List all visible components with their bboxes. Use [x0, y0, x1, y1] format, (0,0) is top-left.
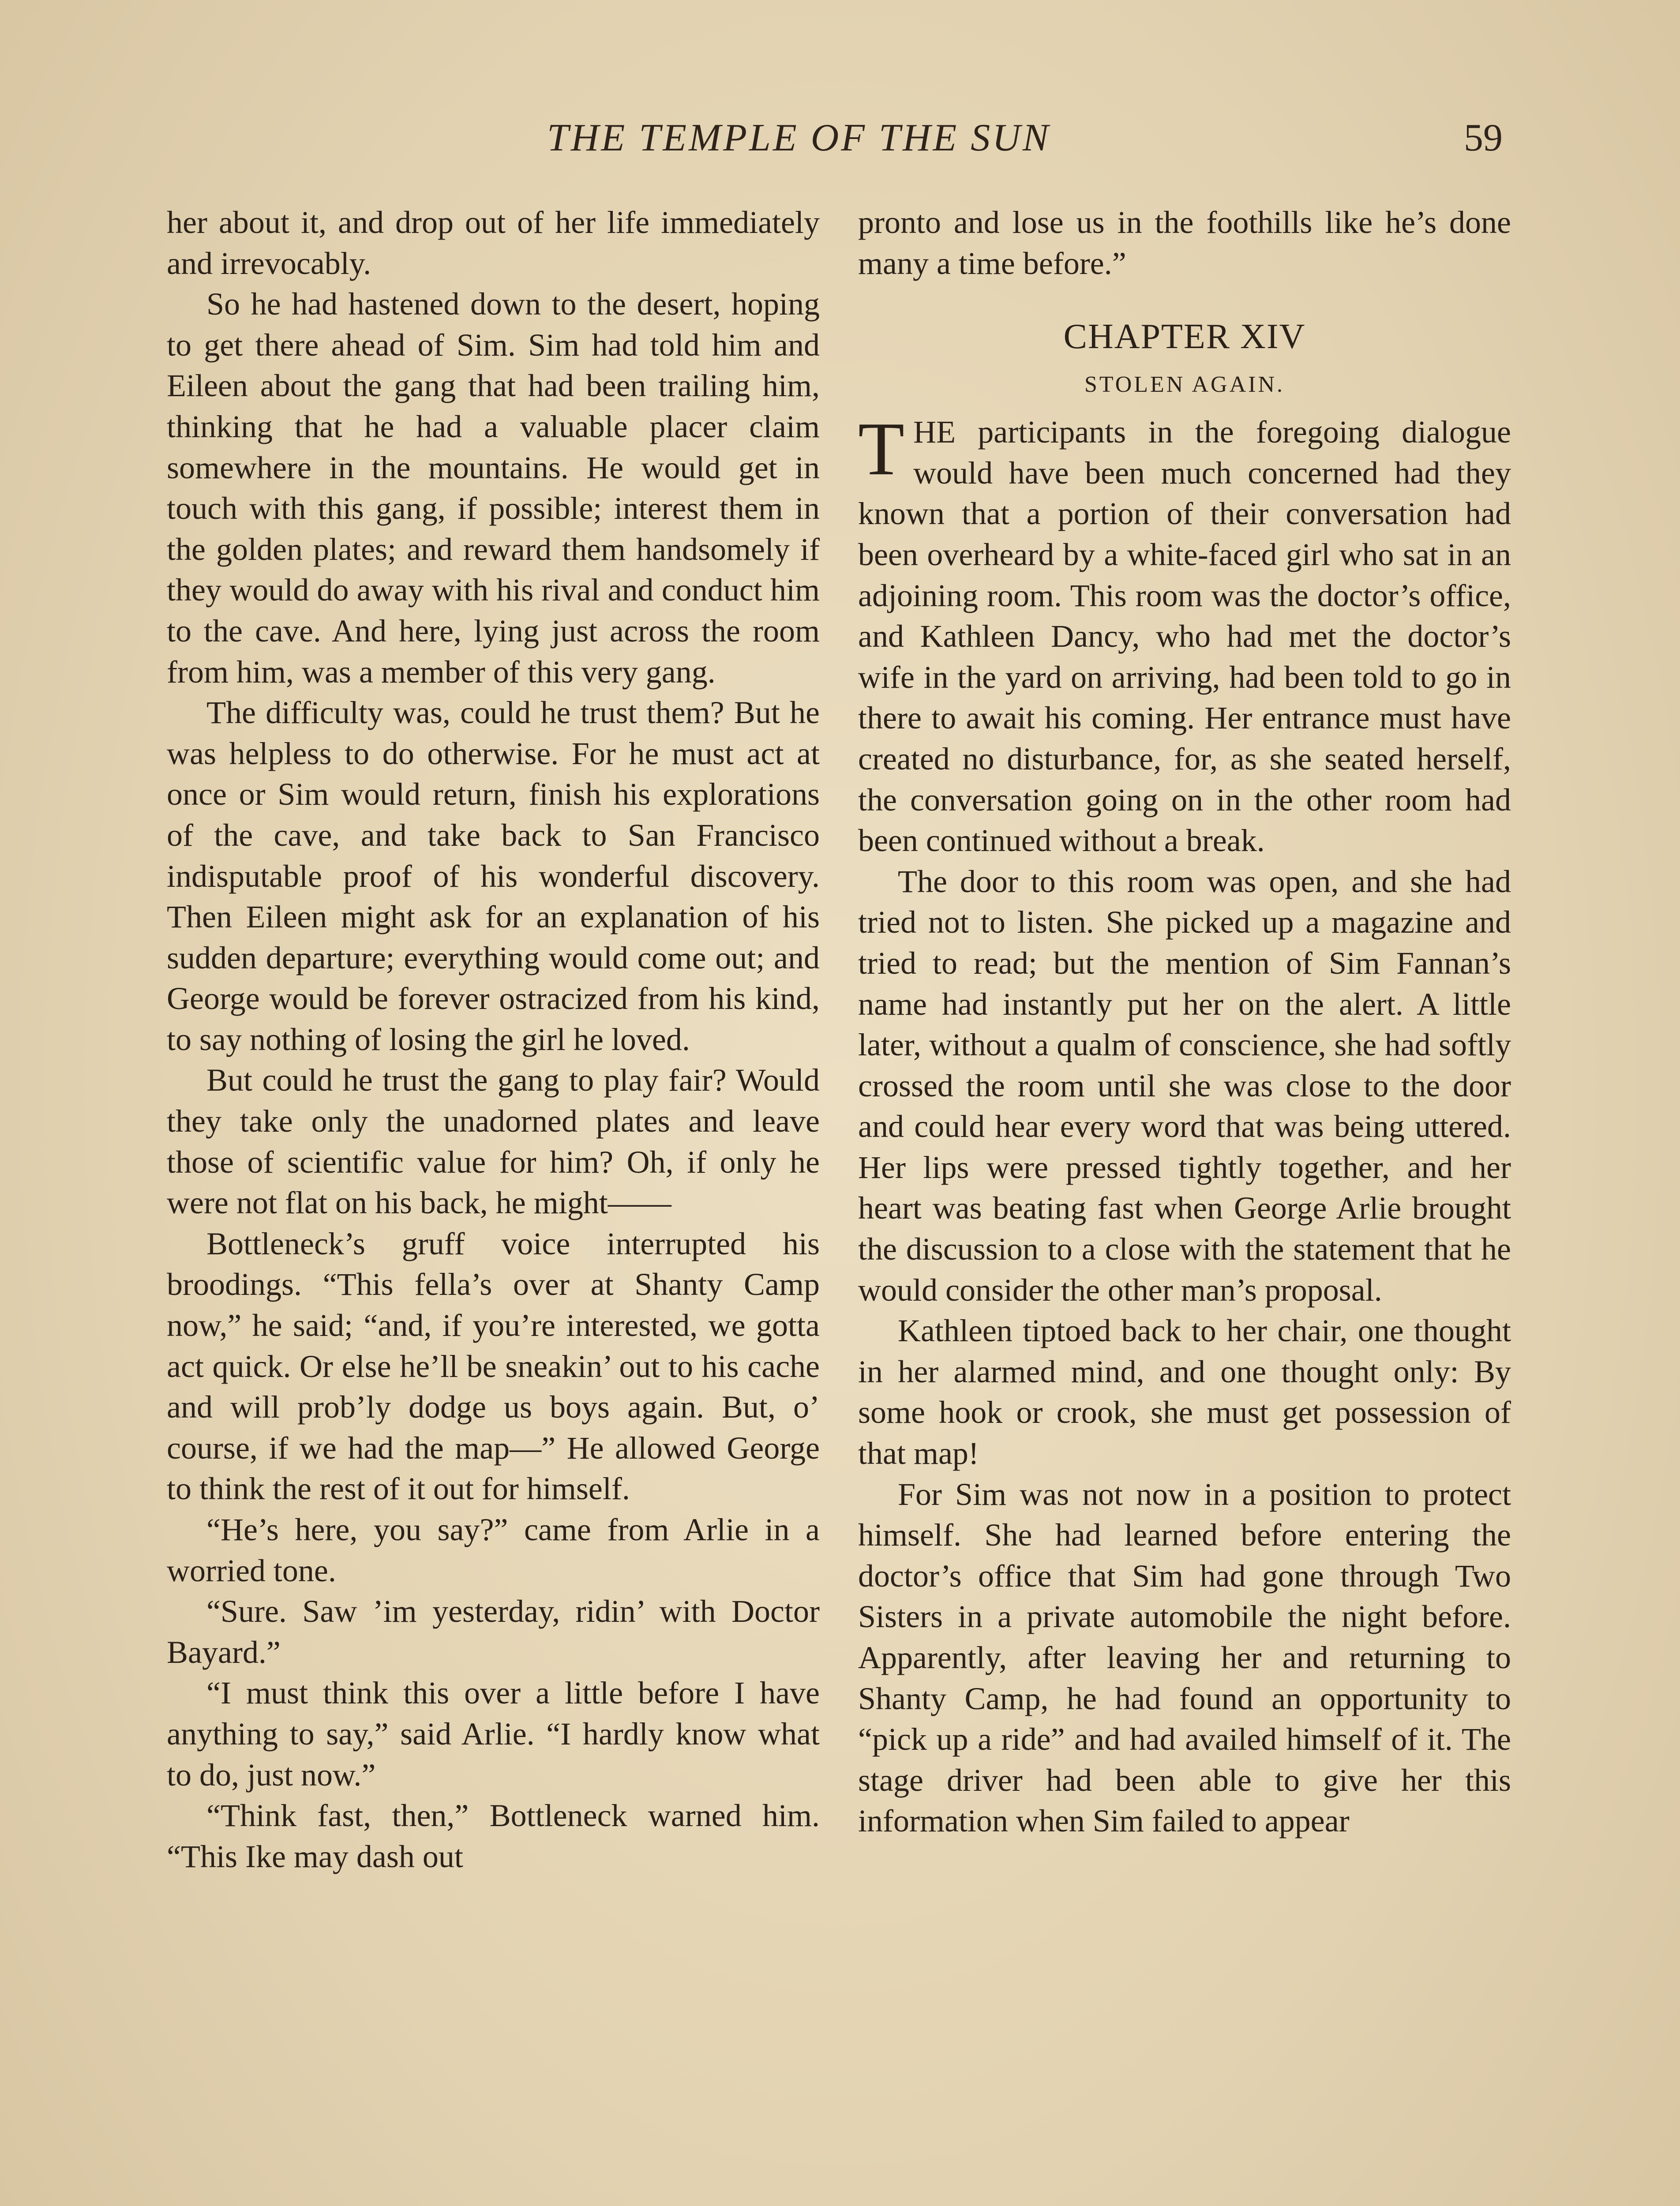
paragraph: The difficulty was, could he trust them? But he was helpless to do otherwise. For he must act at once or Sim would return, finish his explorations of the cave, and take back to San Francisco indisputable proof of his wonderful discovery. Then Eileen might ask for an explanation of his sudden departure; everything would come out; and George would be forever ostracized from his kind, to say nothing of losing the girl he loved.: [167, 695, 820, 1057]
chapter-opening-paragraph: [858, 407, 1511, 861]
paragraph: The door to this room was open, and she had tried not to listen. She picked up a magazine and tried to read; but the mention of Sim Fannan’s name had instantly put her on the alert. A little later, without a qualm of conscience, she had softly crossed the room until she was close to the door and could hear every word that was being uttered. Her lips were pressed tightly together, and her heart was beating fast when George Arlie brought the discussion to a close with the statement that he would consider the other man’s proposal.: [858, 863, 1511, 1308]
paragraph: pronto and lose us in the foothills like he’s done many a time before.”: [858, 205, 1511, 281]
paragraph: For Sim was not now in a position to protect himself. She had learned before entering the doctor’s office that Sim had gone through Two Sisters in a private automobile the night before. Apparently, after leaving her and returning to Shanty Camp, he had found an opportunity to “pick up a ride” and had availed himself of it. The stage driver had been able to give her this information when Sim failed to appear: [858, 1476, 1511, 1839]
left-column: [167, 202, 820, 1877]
page-number: 59: [1464, 116, 1503, 159]
paragraph: So he had hastened down to the desert, hoping to get there ahead of Sim. Sim had told him and Eileen about the gang that had been trailing him, thinking that he had a valuable placer claim somewhere in the mountains. He would get in touch with this gang, if possible; interest them in the golden plates; and reward them handsomely if they would do away with his rival and conduct him to the cave. And here, lying just across the room from him, was a member of this very gang.: [167, 286, 820, 690]
paragraph-text: HE participants in the foregoing dialogue would have been much concerned had they known that a portion of their conversation had been overheard by a white-faced girl who sat in an adjoining room. This room was the doctor’s office, and Kathleen Dancy, who had met the doctor’s wife in the yard on arriving, had been told to go in there to await his coming. Her entrance must have created no disturbance, for, as she seated herself, the conversation going on in the other room had been continued without a break.: [858, 414, 1511, 859]
running-title: THE TEMPLE OF THE SUN: [547, 116, 1051, 159]
paragraph: “I must think this over a little before I have anything to say,” said Arlie. “I hardly know what to do, just now.”: [167, 1675, 820, 1793]
paragraph: “He’s here, you say?” came from Arlie in a worried tone.: [167, 1512, 820, 1588]
paragraph: Bottleneck’s gruff voice interrupted his broodings. “This fella’s over at Shanty Camp now,” he said; “and, if you’re interested, we gotta act quick. Or else he’ll be sneakin’ out to his cache and will prob’ly dodge us boys again. But, o’ course, if we had the map—” He allowed George to think the rest of it out for himself.: [167, 1226, 820, 1507]
paragraph: her about it, and drop out of her life immediately and irrevocably.: [167, 205, 820, 281]
chapter-title: CHAPTER XIV: [1063, 317, 1306, 356]
paragraph: “Think fast, then,” Bottleneck warned him. “This Ike may dash out: [167, 1798, 820, 1874]
paragraph: “Sure. Saw ’im yesterday, ridin’ with Doctor Bayard.”: [167, 1594, 820, 1670]
drop-cap: T: [858, 407, 905, 491]
chapter-subtitle: STOLEN AGAIN.: [1084, 372, 1285, 398]
right-column: [858, 202, 1511, 1842]
paragraph: Kathleen tiptoed back to her chair, one thought in her alarmed mind, and one thought only: By some hook or crook, she must get possession of that map!: [858, 1313, 1511, 1471]
paragraph: But could he trust the gang to play fair? Would they take only the unadorned plates and leave those of scientific value for him? Oh, if only he were not flat on his back, he might——: [167, 1062, 820, 1221]
